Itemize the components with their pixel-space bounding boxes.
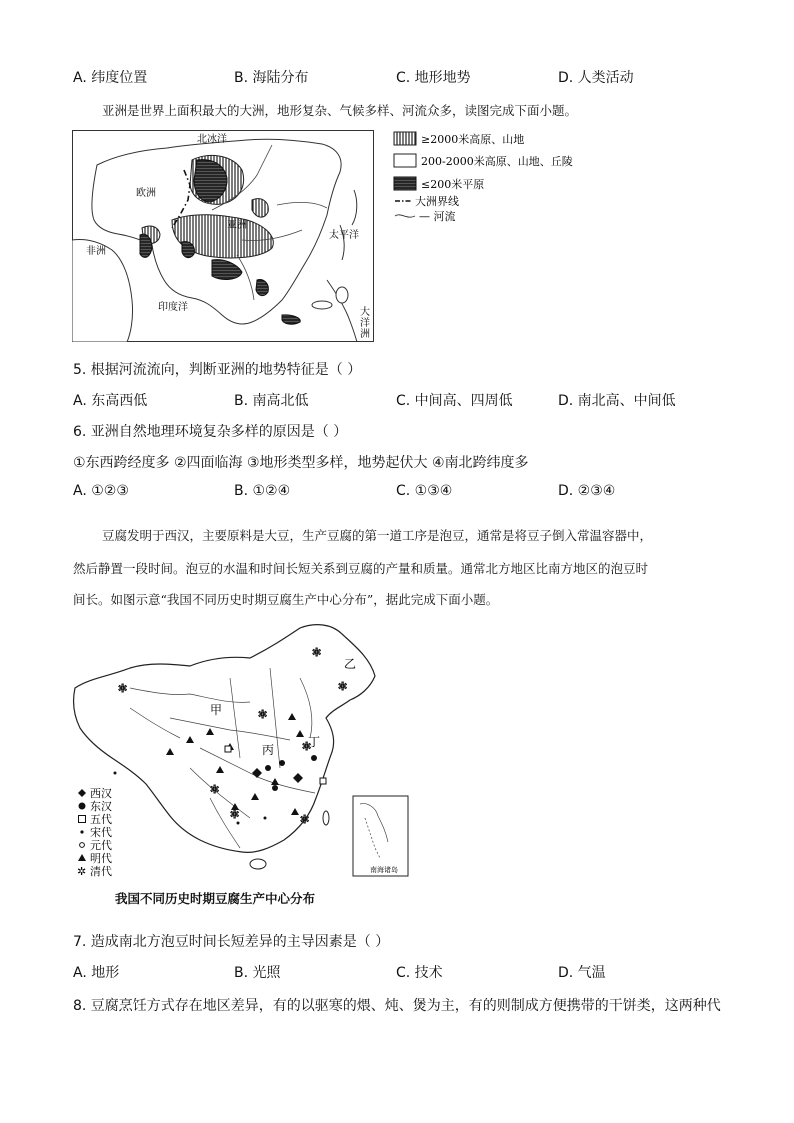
inset-label: 南海诸岛 [370,866,398,874]
africa-label: 非洲 [86,246,106,257]
legend-song: 宋代 [90,826,112,839]
legend-high: ≥2000米高原、山地 [421,133,525,146]
legend-marker-song [80,830,83,833]
legend-marker-eastern-han [79,803,86,810]
legend-river-line [395,215,415,217]
q6-option-c[interactable]: C. ①③④ [396,483,453,499]
legend-eastern-han: 东汉 [90,800,112,813]
q5-stem: 5. 根据河流流向，判断亚洲的地势特征是（ ） [73,362,362,378]
ocean-label-2: 洋 [360,318,370,329]
legend-swatch-mid [394,154,416,167]
q5-option-b[interactable]: B. 南高北低 [234,393,309,409]
intro-tofu-line2: 然后静置一段时间。泡豆的水温和时间长短关系到豆腐的产量和质量。通常北方地区比南方地区的泡豆时 [73,561,649,576]
svg-text:✲: ✲ [258,708,268,721]
q4-option-d[interactable]: D. 人类活动 [558,70,634,86]
europe-label: 欧洲 [136,188,156,199]
svg-text:✲: ✲ [230,808,240,821]
q7-option-d[interactable]: D. 气温 [558,965,606,981]
legend-boundary: 大洲界线 [415,195,459,208]
q5-option-a[interactable]: A. 东高西低 [73,393,148,409]
svg-text:✲: ✲ [312,646,322,659]
svg-text:✲: ✲ [210,783,220,796]
intro-asia: 亚洲是世界上面积最大的大洲，地形复杂、气候多样、河流众多，读图完成下面小题。 [102,103,578,118]
asia-label: 亚洲 [227,220,247,231]
q8-stem: 8. 豆腐烹饪方式存在地区差异，有的以驱寒的煨、炖、煲为主，有的则制成方便携带的干饼类，这两种代 [73,998,721,1014]
asia-legend [393,130,593,230]
legend-qing: 清代 [90,865,112,878]
q7-option-c[interactable]: C. 技术 [396,965,443,981]
region-label-ding: 丁 [308,735,321,749]
legend-low: ≤200米平原 [421,178,485,191]
intro-tofu-line1: 豆腐发明于西汉，主要原料是大豆，生产豆腐的第一道工序是泡豆，通常是将豆子倒入常温容器中， [102,528,653,543]
svg-text:✲: ✲ [338,680,348,693]
region-label-jia: 甲 [210,703,223,717]
legend-marker-qing: ✲ [77,865,87,878]
q5-option-c[interactable]: C. 中间高、四周低 [396,393,513,409]
q7-option-b[interactable]: B. 光照 [234,965,281,981]
legend-yuan: 元代 [90,839,112,852]
legend-marker-ming [78,854,86,861]
q6-option-d[interactable]: D. ②③④ [558,483,616,499]
q6-stem: 6. 亚洲自然地理环境复杂多样的原因是（ ） [73,424,348,440]
legend-five-dynasties: 五代 [90,813,112,826]
arctic-ocean-label: 北冰洋 [197,134,227,145]
region-label-yi: 乙 [344,657,357,671]
q4-option-b[interactable]: B. 海陆分布 [234,70,309,86]
ocean-label-3: 洲 [360,329,370,340]
svg-text:✲: ✲ [118,682,128,695]
pacific-label: 太平洋 [329,230,359,241]
china-legend [76,787,156,887]
region-label-bing: 丙 [262,743,275,757]
q4-option-c[interactable]: C. 地形地势 [396,70,471,86]
q6-option-a[interactable]: A. ①②③ [73,483,129,499]
legend-marker-yuan [80,843,85,848]
legend-marker-five-dynasties [79,816,86,823]
legend-swatch-high [394,132,416,145]
ocean-label-1: 大 [360,307,370,318]
q5-option-d[interactable]: D. 南北高、中间低 [558,393,676,409]
svg-text:✲: ✲ [302,740,312,753]
legend-ming: 明代 [90,852,112,865]
legend-marker-western-han [78,789,86,797]
asia-map [72,130,374,342]
legend-swatch-low [394,177,416,190]
svg-text:✲: ✲ [300,813,310,826]
legend-western-han: 西汉 [90,787,112,800]
q6-option-b[interactable]: B. ①②④ [234,483,291,499]
q7-option-a[interactable]: A. 地形 [73,965,120,981]
q6-items: ①东西跨经度多 ②四面临海 ③地形类型多样，地势起伏大 ④南北跨纬度多 [73,455,529,471]
q7-stem: 7. 造成南北方泡豆时间长短差异的主导因素是（ ） [73,934,390,950]
q4-option-a[interactable]: A. 纬度位置 [73,70,148,86]
south-china-sea-inset [353,796,408,876]
legend-mid: 200-2000米高原、山地、丘陵 [421,155,573,168]
intro-tofu-line3: 间长。如图示意“我国不同历史时期豆腐生产中心分布”，据此完成下面小题。 [73,592,499,607]
china-map-caption: 我国不同历史时期豆腐生产中心分布 [115,891,316,906]
indian-ocean-label: 印度洋 [158,302,188,313]
legend-river-label: — 河流 [419,210,456,223]
